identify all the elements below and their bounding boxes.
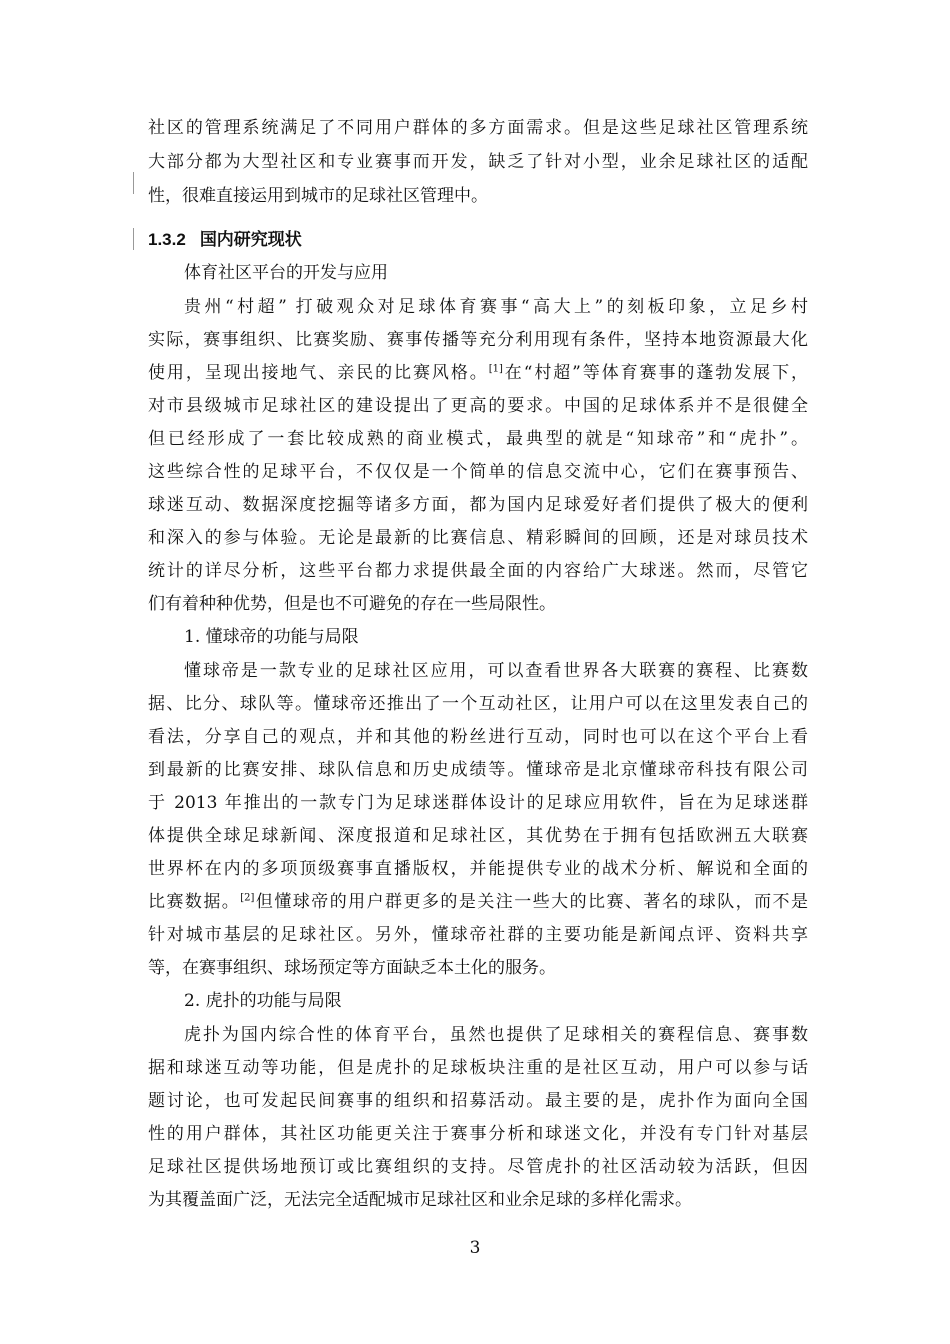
section-title: 国内研究现状	[199, 230, 302, 249]
paragraph-line: 于 2013 年推出的一款专门为足球迷群体设计的足球应用软件，旨在为足球迷群	[148, 793, 808, 813]
text-segment: 使用，呈现出接地气、亲民的比赛风格。	[148, 363, 489, 383]
paragraph-line: 实际，赛事组织、比赛奖励、赛事传播等充分利用现有条件，坚持本地资源最大化	[148, 330, 808, 350]
paragraph-line: 看法，分享自己的观点，并和其他的粉丝进行互动，同时也可以在这个平台上看	[148, 727, 808, 747]
paragraph-line: 大部分都为大型社区和专业赛事而开发，缺乏了针对小型，业余足球社区的适配	[148, 152, 808, 172]
paragraph-line: 针对城市基层的足球社区。另外，懂球帝社群的主要功能是新闻点评、资料共享	[148, 925, 808, 945]
list-item-title: 1. 懂球帝的功能与局限	[184, 627, 359, 647]
paragraph-line: 但已经形成了一套比较成熟的商业模式，最典型的就是“知球帝”和“虎扑”。	[148, 429, 808, 449]
paragraph-line: 统计的详尽分析，这些平台都力求提供最全面的内容给广大球迷。然而，尽管它	[148, 561, 808, 581]
paragraph-line: 足球社区提供场地预订或比赛组织的支持。尽管虎扑的社区活动较为活跃，但因	[148, 1157, 808, 1177]
text-segment: 比赛数据。	[148, 892, 241, 912]
page-number: 3	[469, 1238, 481, 1258]
paragraph-line: 题讨论，也可发起民间赛事的组织和招募活动。最主要的是，虎扑作为面向全国	[148, 1091, 808, 1111]
paragraph-line	[148, 886, 808, 919]
list-item-title: 2. 虎扑的功能与局限	[184, 991, 342, 1011]
paragraph-line: 贵州“村超” 打破观众对足球体育赛事“高大上”的刻板印象，立足乡村	[184, 297, 808, 317]
paragraph-line: 据、比分、球队等。懂球帝还推出了一个互动社区，让用户可以在这里发表自己的	[148, 694, 808, 714]
paragraph-line: 体提供全球足球新闻、深度报道和足球社区，其优势在于拥有包括欧洲五大联赛	[148, 826, 808, 846]
paragraph-line: 这些综合性的足球平台，不仅仅是一个简单的信息交流中心，它们在赛事预告、	[148, 462, 808, 482]
paragraph-line: 性的用户群体，其社区功能更关注于赛事分析和球迷文化，并没有专门针对基层	[148, 1124, 808, 1144]
paragraph-line: 和深入的参与体验。无论是最新的比赛信息、精彩瞬间的回顾，还是对球员技术	[148, 528, 808, 548]
citation-ref: [2]	[240, 892, 255, 904]
paragraph-line	[148, 357, 808, 390]
change-bar	[133, 172, 134, 194]
citation-ref: [1]	[488, 363, 503, 375]
paragraph-line: 们有着种种优势，但是也不可避免的存在一些局限性。	[148, 594, 556, 614]
section-heading	[148, 223, 808, 256]
paragraph-line: 到最新的比赛安排、球队信息和历史成绩等。懂球帝是北京懂球帝科技有限公司	[148, 760, 808, 780]
text-segment: 在“村超”等体育赛事的蓬勃发展下，	[502, 363, 808, 383]
section-number: 1.3.2	[148, 230, 186, 249]
subsection-title: 体育社区平台的开发与应用	[184, 263, 388, 283]
paragraph-line: 为其覆盖面广泛，无法完全适配城市足球社区和业余足球的多样化需求。	[148, 1190, 692, 1210]
paragraph-line: 对市县级城市足球社区的建设提出了更高的要求。中国的足球体系并不是很健全	[148, 396, 808, 416]
paragraph-line: 球迷互动、数据深度挖掘等诸多方面，都为国内足球爱好者们提供了极大的便利	[148, 495, 808, 515]
text-segment: 但懂球帝的用户群更多的是关注一些大的比赛、著名的球队，而不是	[254, 892, 808, 912]
paragraph-line: 据和球迷互动等功能，但是虎扑的足球板块注重的是社区互动，用户可以参与话	[148, 1058, 808, 1078]
paragraph-line: 懂球帝是一款专业的足球社区应用，可以查看世界各大联赛的赛程、比赛数	[184, 661, 808, 681]
paragraph-line: 世界杯在内的多项顶级赛事直播版权，并能提供专业的战术分析、解说和全面的	[148, 859, 808, 879]
paragraph-line: 等，在赛事组织、球场预定等方面缺乏本土化的服务。	[148, 958, 556, 978]
paragraph-line: 社区的管理系统满足了不同用户群体的多方面需求。但是这些足球社区管理系统	[148, 118, 808, 138]
paragraph-line: 性，很难直接运用到城市的足球社区管理中。	[148, 186, 488, 206]
change-bar	[133, 228, 134, 250]
paragraph-line: 虎扑为国内综合性的体育平台，虽然也提供了足球相关的赛程信息、赛事数	[184, 1025, 808, 1045]
